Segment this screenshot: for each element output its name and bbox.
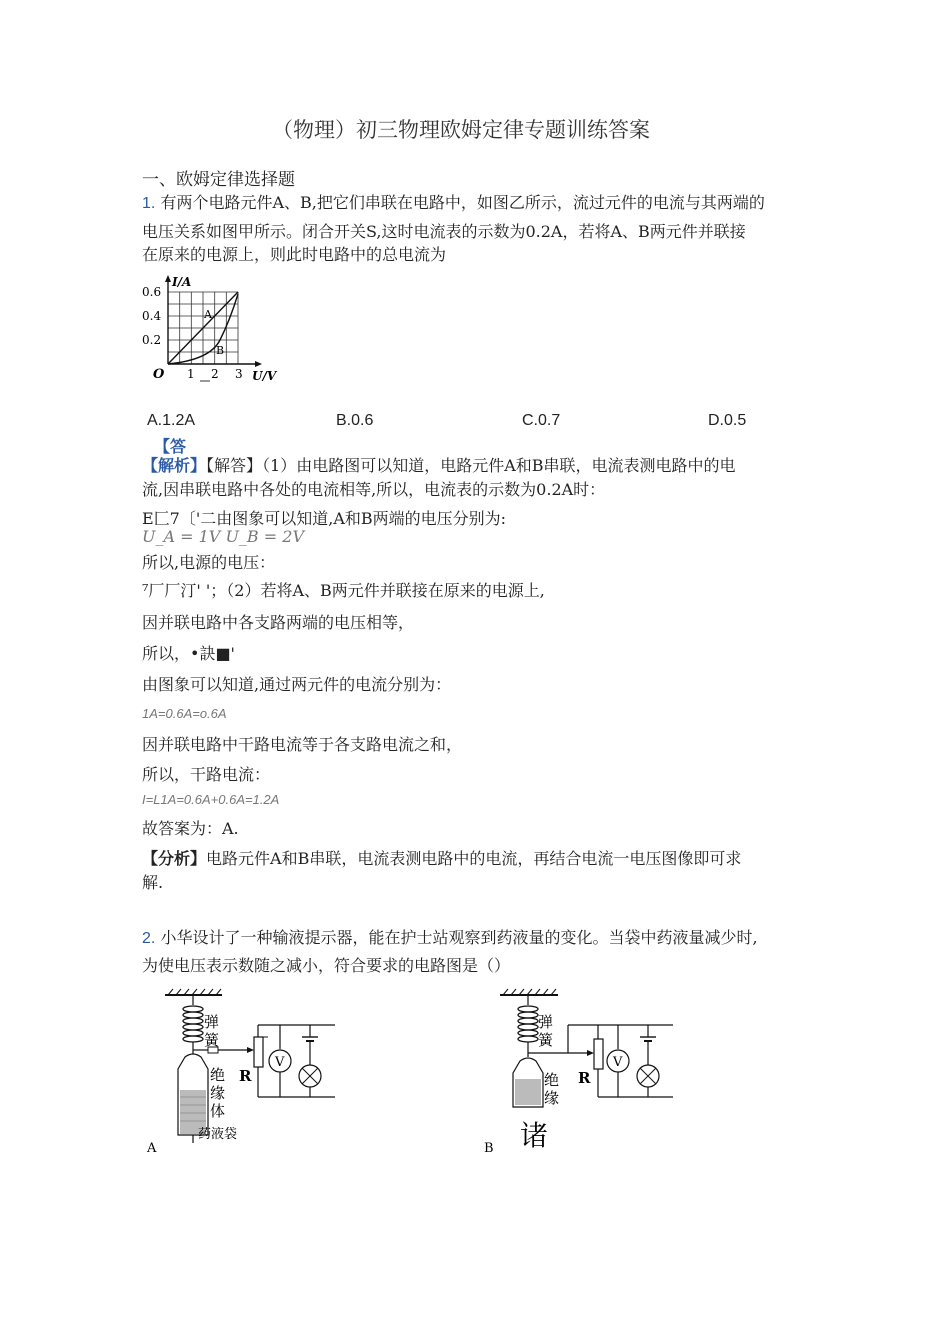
- analysis-line9: 由图象可以知道,通过两元件的电流分别为：: [142, 675, 452, 694]
- svg-text:R: R: [239, 1067, 252, 1085]
- svg-text:诸: 诸: [520, 1119, 549, 1152]
- option-a: A.1.2A: [147, 412, 196, 429]
- analysis-line2: 流,因串联电路中各处的电流相等,所以，电流表的示数为0.2A时：: [142, 480, 606, 499]
- analysis-line12: 所以，干路电流：: [142, 765, 271, 784]
- resistor-icon: [254, 1037, 263, 1067]
- analysis-line1: 【解析】【解答】（1）由电路图可以知道，电路元件A和B串联，电流表测电路中的电: [142, 456, 736, 475]
- total-current-formula: I=L1A=0.6A+0.6A=1.2A: [142, 792, 280, 807]
- q2-line2: 为使电压表示数随之减小，符合要求的电路图是（）: [142, 956, 511, 975]
- svg-text:簧: 簧: [204, 1031, 220, 1049]
- q2-line1: 2. 小华设计了一种输液提示器，能在护士站观察到药液量的变化。当袋中药液量减少时,: [142, 928, 758, 947]
- curve-a-label: A: [204, 308, 212, 321]
- q1-line1: 1. 有两个电路元件A、B,把它们串联在电路中，如图乙所示，流过元件的电流与其两端的: [142, 193, 765, 212]
- iu-graph: [140, 272, 290, 392]
- svg-text:绝: 绝: [210, 1066, 226, 1084]
- q1-line3: 在原来的电源上，则此时电路中的总电流为: [142, 245, 447, 264]
- analysis-line8: 所以，•訣■': [142, 644, 235, 663]
- current-formula: 1A=0.6A=o.6A: [142, 706, 227, 721]
- final-answer: 故答案为：A.: [142, 819, 239, 838]
- x-tick: 1: [187, 367, 195, 381]
- summary-line2: 解.: [142, 873, 164, 892]
- y-axis-label: I/A: [172, 275, 192, 289]
- svg-text:R: R: [578, 1069, 591, 1087]
- analysis-line7: 因并联电路中各支路两端的电压相等，: [142, 613, 415, 632]
- circuit-figure-b: [484, 985, 688, 1156]
- resistor-icon: [594, 1039, 603, 1069]
- section-heading: 一、欧姆定律选择题: [142, 170, 295, 190]
- x-tick: 2: [211, 367, 219, 381]
- option-b: B.0.6: [336, 412, 374, 429]
- svg-text:V: V: [613, 1055, 623, 1070]
- analysis-line6: ⁷厂厂汀' '；（2）若将A、B两元件并联接在原来的电源上,: [142, 581, 545, 600]
- q1-number: 1.: [142, 195, 156, 212]
- svg-text:缘: 缘: [210, 1084, 226, 1102]
- page-title: （物理）初三物理欧姆定律专题训练答案: [272, 118, 650, 142]
- y-tick: 0.6: [142, 285, 162, 299]
- analysis-line5: 所以,电源的电压：: [142, 553, 276, 572]
- spring-icon: [183, 1006, 203, 1042]
- svg-text:弹: 弹: [204, 1013, 220, 1031]
- y-tick: 0.4: [142, 309, 162, 323]
- svg-text:V: V: [275, 1055, 285, 1070]
- svg-text:药液袋: 药液袋: [198, 1127, 238, 1142]
- voltage-formula: U_A = 1V U_B = 2V: [142, 527, 304, 546]
- spring-icon: [518, 1006, 538, 1042]
- curve-b-label: B: [216, 344, 225, 357]
- svg-text:A: A: [147, 1141, 157, 1156]
- svg-text:簧: 簧: [538, 1031, 554, 1049]
- svg-text:弹: 弹: [538, 1013, 554, 1031]
- origin-label: O: [153, 367, 165, 382]
- summary-line1: 【分析】电路元件A和B串联，电流表测电路中的电流，再结合电流一电压图像即可求: [142, 849, 742, 868]
- q2-number: 2.: [142, 930, 156, 947]
- svg-text:绝: 绝: [544, 1071, 560, 1089]
- svg-text:B: B: [484, 1141, 494, 1156]
- circuit-figure-a: [147, 985, 350, 1156]
- analysis-line11: 因并联电路中干路电流等于各支路电流之和，: [142, 735, 463, 754]
- y-tick: 0.2: [142, 333, 162, 347]
- q1-line2: 电压关系如图甲所示。闭合开关S,这时电流表的示数为0.2A，若将A、B两元件并联接: [142, 222, 746, 241]
- answer-label-cut: 【答: [154, 437, 187, 456]
- svg-text:缘: 缘: [544, 1089, 560, 1107]
- x-axis-label: U/V: [252, 369, 277, 383]
- analysis-line3: E匚7〔'二由图象可以知道,A和B两端的电压分别为:: [142, 509, 507, 528]
- svg-text:体: 体: [210, 1102, 226, 1120]
- option-d: D.0.5: [708, 412, 747, 429]
- option-c: C.0.7: [522, 412, 561, 429]
- x-tick: 3: [235, 367, 243, 381]
